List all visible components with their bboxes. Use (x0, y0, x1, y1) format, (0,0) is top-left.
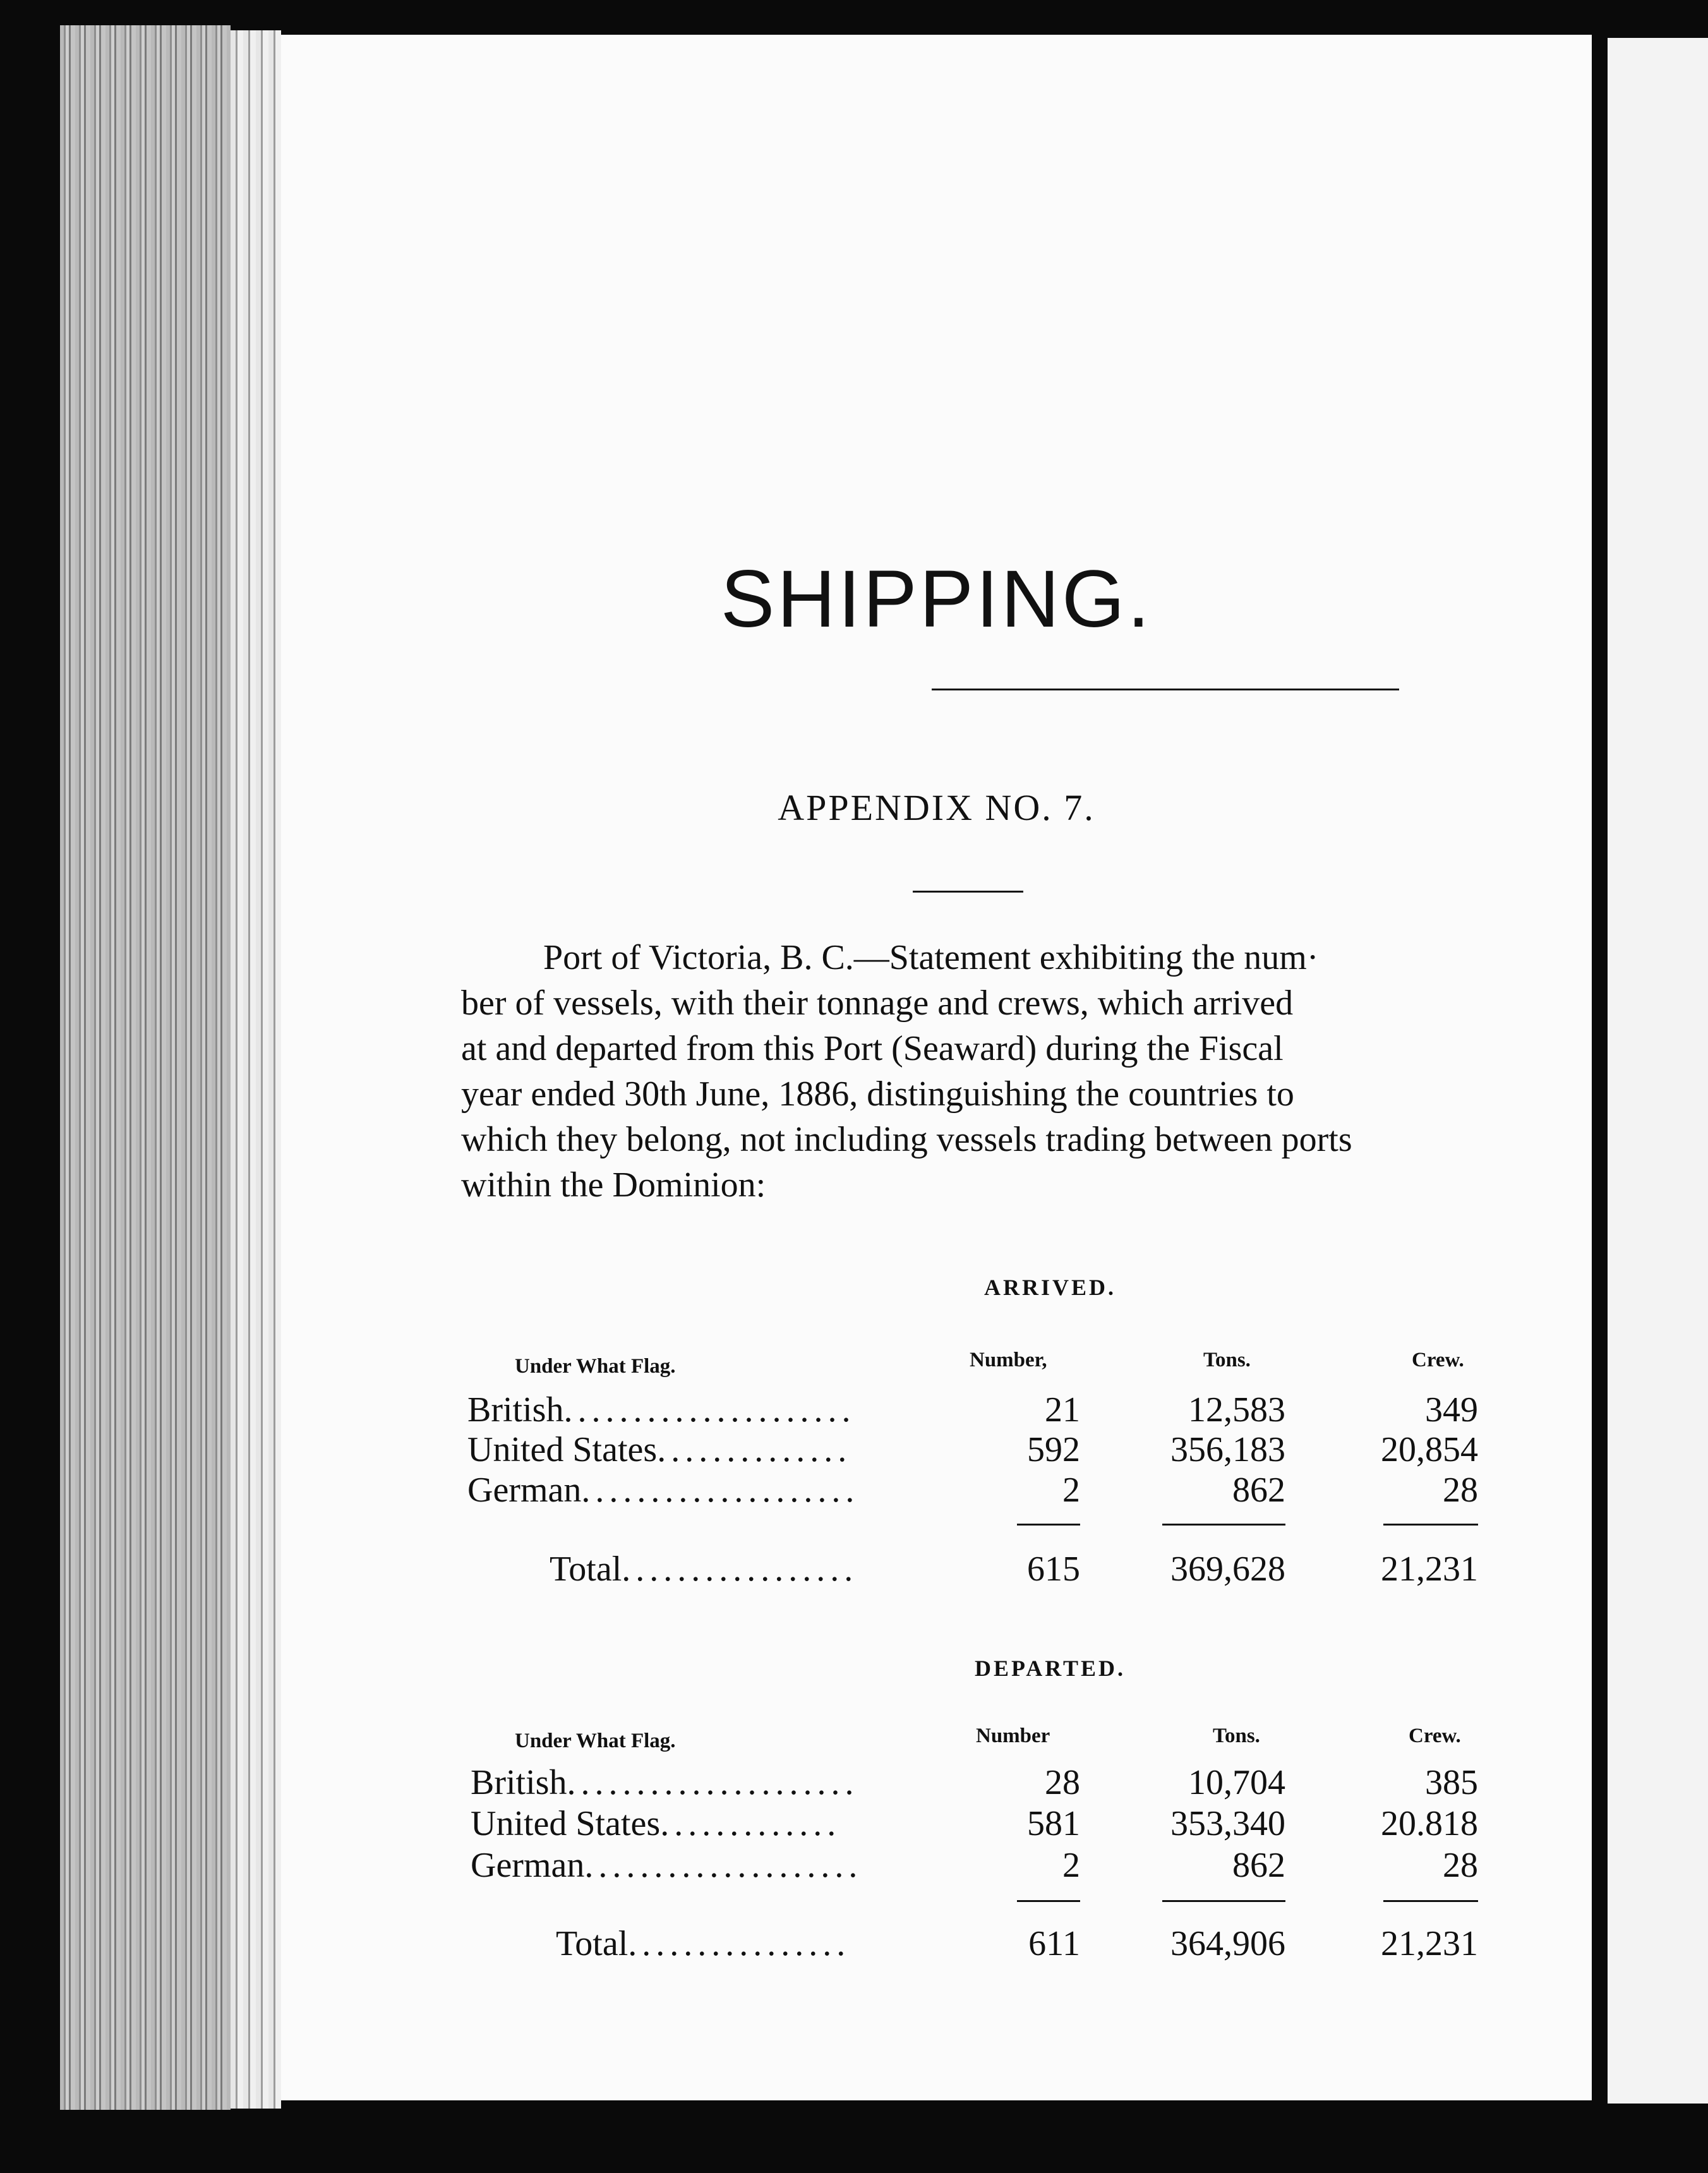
departed-sum-rule (1383, 1900, 1478, 1902)
departed-col-number: Number (976, 1725, 1050, 1747)
flag-name: United States (471, 1804, 661, 1843)
paragraph-line: ber of vessels, with their tonnage and crews, which arrived (461, 984, 1294, 1023)
crew-value: 20.818 (1381, 1804, 1478, 1843)
leader-dots: ................ (628, 1924, 851, 1963)
crew-value: 28 (1443, 1846, 1478, 1885)
appendix-rule (913, 891, 1023, 893)
book-edge (60, 25, 231, 2110)
paragraph-line: Port of Victoria, B. C.—Statement exhibiting the num· (543, 938, 1319, 977)
arrived-sum-rule (1162, 1524, 1285, 1526)
paragraph-line: year ended 30th June, 1886, distinguishing the countries to (461, 1074, 1294, 1114)
arrived-sum-rule (1017, 1524, 1080, 1526)
tons-value: 353,340 (1170, 1804, 1285, 1843)
leader-dots: ..................... (567, 1763, 859, 1802)
title-rule (932, 689, 1399, 690)
tons-value: 862 (1232, 1846, 1285, 1885)
flag-name: German (471, 1846, 585, 1885)
leader-dots: .................... (584, 1846, 863, 1885)
tons-value: 10,704 (1188, 1763, 1285, 1802)
number-value: 581 (1027, 1804, 1080, 1843)
leader-dots: ............. (660, 1804, 841, 1843)
departed-col-tons: Tons. (1213, 1725, 1260, 1747)
flag-name: German (467, 1471, 582, 1510)
total-label: Total (550, 1550, 622, 1589)
number-value: 2 (1062, 1846, 1080, 1885)
leader-dots: .................... (581, 1471, 860, 1510)
departed-col-crew: Crew. (1409, 1725, 1461, 1747)
crew-value: 20,854 (1381, 1430, 1478, 1469)
leader-dots: ................. (622, 1550, 858, 1589)
paragraph-line: which they belong, not including vessels trading between ports (461, 1120, 1352, 1159)
arrived-col-number: Number, (970, 1349, 1047, 1371)
crew-value: 349 (1425, 1390, 1478, 1430)
number-value: 2 (1062, 1471, 1080, 1510)
departed-heading: DEPARTED. (974, 1656, 1126, 1681)
total-number: 615 (1027, 1550, 1080, 1589)
flag-name: British (467, 1390, 564, 1430)
total-tons: 364,906 (1170, 1924, 1285, 1963)
arrived-col-crew: Crew. (1412, 1349, 1464, 1371)
departed-sum-rule (1017, 1900, 1080, 1902)
tons-value: 12,583 (1188, 1390, 1285, 1430)
tons-value: 862 (1232, 1471, 1285, 1510)
page-title: SHIPPING. (720, 554, 1153, 644)
number-value: 28 (1045, 1763, 1080, 1802)
total-label: Total (556, 1924, 628, 1963)
flag-name: British (471, 1763, 567, 1802)
statement-paragraph (461, 935, 1579, 1208)
arrived-heading: ARRIVED. (983, 1275, 1116, 1300)
crew-value: 28 (1443, 1471, 1478, 1510)
total-number: 611 (1028, 1924, 1080, 1963)
paragraph-line: at and departed from this Port (Seaward) during the Fiscal (461, 1029, 1284, 1068)
page-stack-edge (231, 30, 281, 2109)
number-value: 21 (1045, 1390, 1080, 1430)
leader-dots: ..................... (563, 1390, 856, 1430)
appendix-heading: APPENDIX NO. 7. (778, 787, 1095, 828)
total-tons: 369,628 (1170, 1550, 1285, 1589)
number-value: 592 (1027, 1430, 1080, 1469)
tons-value: 356,183 (1170, 1430, 1285, 1469)
departed-col-flag: Under What Flag. (515, 1730, 676, 1752)
paragraph-line: within the Dominion: (461, 1165, 766, 1205)
total-crew: 21,231 (1381, 1924, 1478, 1963)
facing-page-strip (1608, 38, 1708, 2104)
arrived-sum-rule (1383, 1524, 1478, 1526)
arrived-col-tons: Tons. (1203, 1349, 1251, 1371)
crew-value: 385 (1425, 1763, 1478, 1802)
departed-sum-rule (1162, 1900, 1285, 1902)
total-crew: 21,231 (1381, 1550, 1478, 1589)
flag-name: United States (467, 1430, 658, 1469)
arrived-col-flag: Under What Flag. (515, 1355, 676, 1378)
document-page (281, 35, 1592, 2100)
leader-dots: .............. (657, 1430, 852, 1469)
